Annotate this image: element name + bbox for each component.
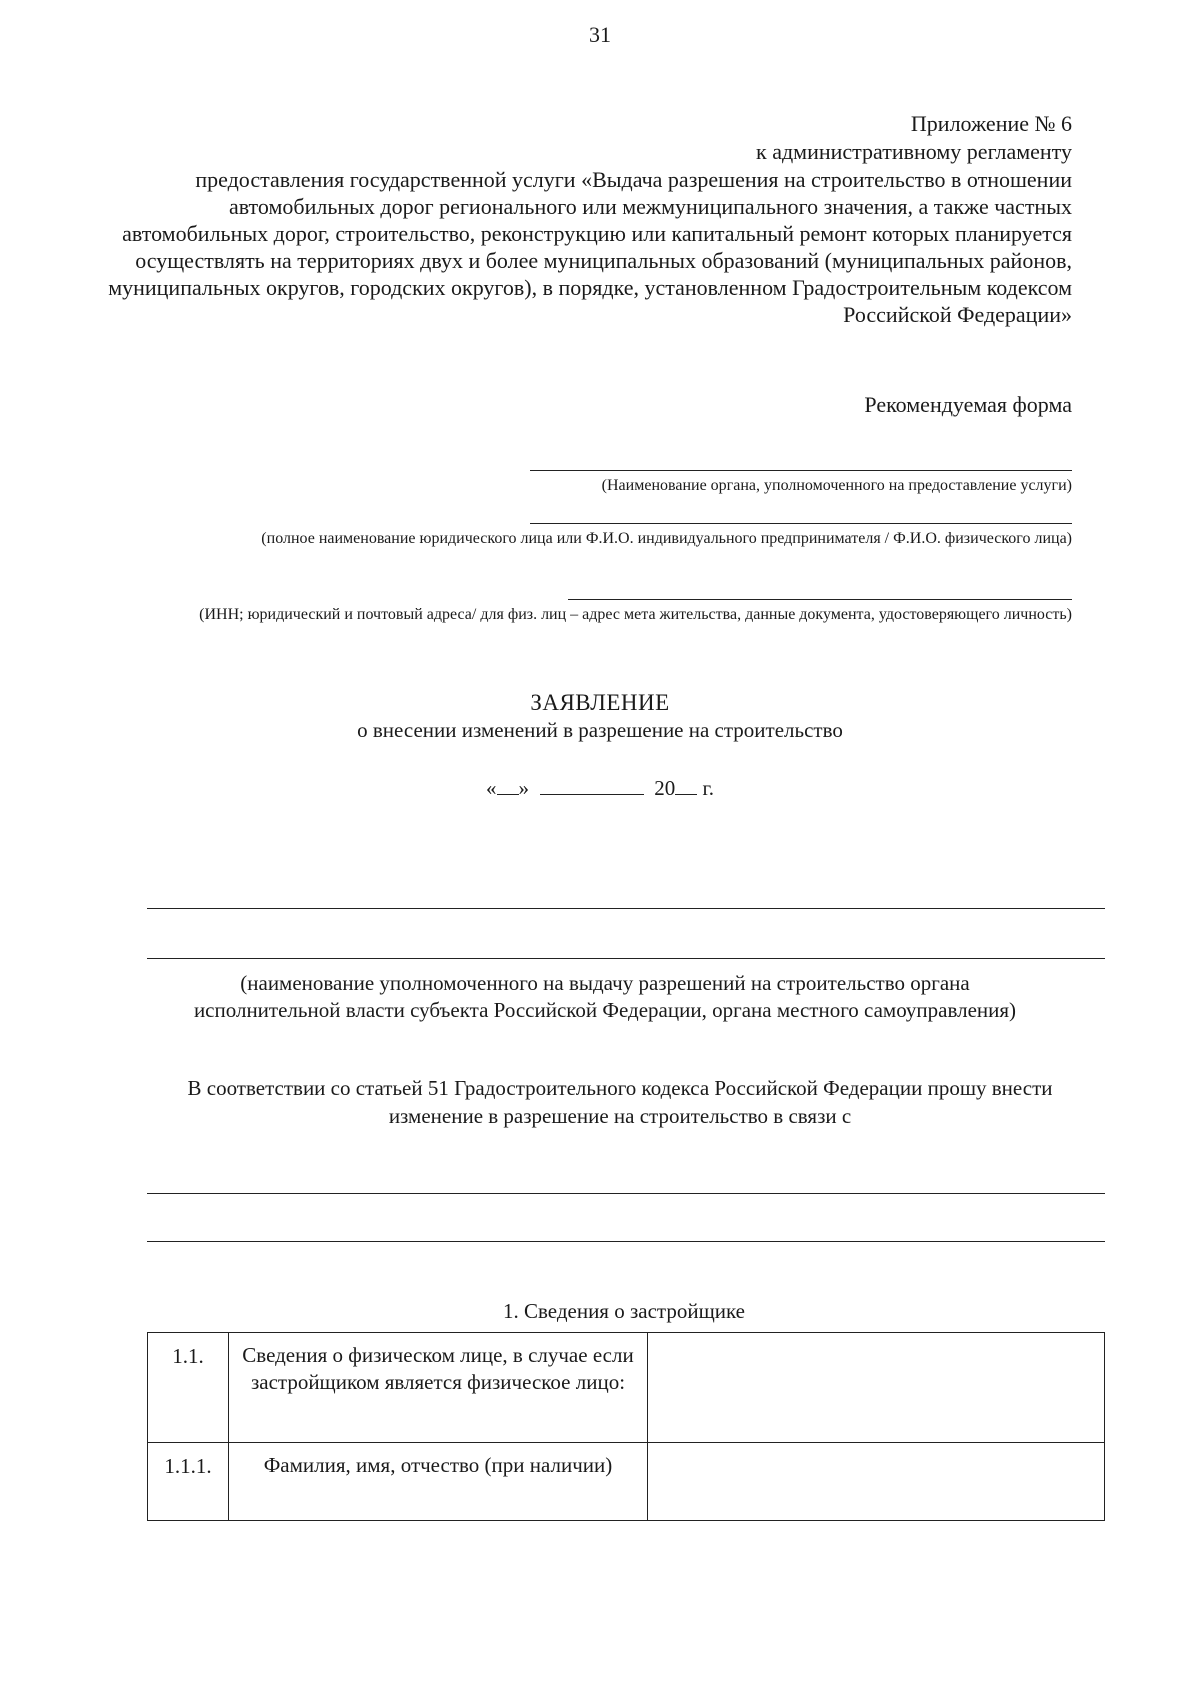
authority-name-line-1[interactable] — [147, 908, 1105, 909]
statement-title: ЗАЯВЛЕНИЕ — [530, 690, 670, 715]
statement-date — [0, 776, 1200, 801]
authority-caption: (Наименование органа, уполномоченного на предоставление услуги) — [601, 477, 1072, 494]
statement-subtitle: о внесении изменений в разрешение на строительство — [357, 718, 843, 742]
table-row — [148, 1333, 1105, 1443]
date-open-quote: « — [486, 776, 497, 800]
date-day-blank[interactable] — [497, 776, 519, 795]
date-year-prefix: 20 — [654, 776, 676, 800]
applicant-caption: (полное наименование юридического лица или Ф.И.О. индивидуального предпринимателя / Ф.И.О. физического лица) — [261, 530, 1072, 547]
address-caption: (ИНН; юридический и почтовый адреса/ для физ. лиц – адрес мета жительства, данные документа, удостоверяющего личность) — [199, 606, 1072, 623]
date-year-suffix: г. — [697, 776, 714, 800]
annex-body: предоставления государственной услуги «Выдача разрешения на строительство в отношении автомобильных дорог регионального или межмуниципального значения, а также частных автомобильных дорог, строительство, реконструкцию или капитальный ремонт которых планируется осуществлять на территориях двух и более муниципальных образований (муниципальных районов, муниципальных округов, городских округов), в порядке, установленном Градостроительным кодексом Российской Федерации» — [108, 167, 1072, 327]
date-close-quote: » — [518, 776, 529, 800]
applicant-field-line[interactable] — [530, 523, 1072, 524]
table-row — [148, 1443, 1105, 1521]
authority-name-line-2[interactable] — [147, 958, 1105, 959]
row-number: 1.1.1. — [148, 1443, 229, 1521]
row-value-cell[interactable] — [648, 1333, 1105, 1443]
row-number: 1.1. — [148, 1333, 229, 1443]
date-year-blank[interactable] — [675, 776, 697, 795]
date-month-blank[interactable] — [540, 776, 644, 795]
section1-title: 1. Сведения о застройщике — [502, 1299, 745, 1323]
authority-field-line[interactable] — [530, 470, 1072, 471]
annex-to: к административному регламенту — [756, 139, 1072, 164]
authority-name-caption: (наименование уполномоченного на выдачу разрешений на строительство органа исполнительной власти субъекта Российской Федерации, органа местного самоуправления) — [193, 971, 1017, 1022]
reason-line-2[interactable] — [147, 1241, 1105, 1242]
address-field-line[interactable] — [568, 599, 1072, 600]
row-label: Фамилия, имя, отчество (при наличии) — [229, 1443, 648, 1521]
page-number: 31 — [589, 22, 611, 47]
row-value-cell[interactable] — [648, 1443, 1105, 1521]
annex-title: Приложение № 6 — [910, 111, 1072, 136]
row-label: Сведения о физическом лице, в случае если застройщиком является физическое лицо: — [229, 1333, 648, 1443]
applicant-info-table — [147, 1332, 1105, 1521]
request-text: В соответствии со статьей 51 Градостроительного кодекса Российской Федерации прошу внести изменение в разрешение на строительство в связи с — [187, 1076, 1053, 1128]
recommended-form-label: Рекомендуемая форма — [864, 392, 1072, 417]
reason-line-1[interactable] — [147, 1193, 1105, 1194]
